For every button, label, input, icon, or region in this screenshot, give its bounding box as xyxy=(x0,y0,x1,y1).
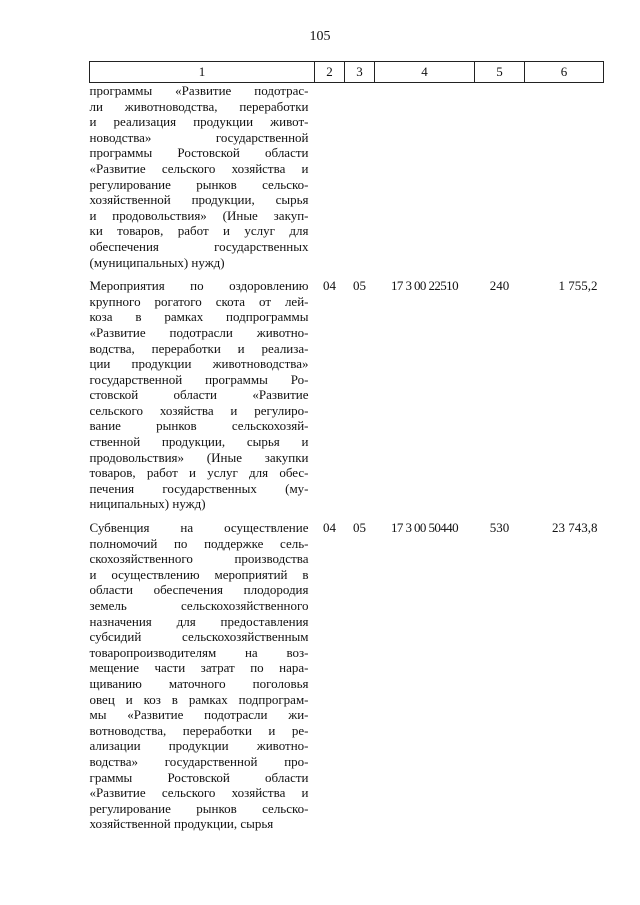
row-amount xyxy=(525,83,604,271)
table-row xyxy=(90,278,604,512)
column-header-6: 6 xyxy=(525,62,604,83)
row-section-code: 04 xyxy=(323,278,336,294)
row-subsection-code: 05 xyxy=(353,520,366,536)
row-amount: 1 755,2 xyxy=(558,278,598,294)
row-target-article xyxy=(375,83,475,271)
row-expense-type: 530 xyxy=(489,520,510,536)
column-header-1: 1 xyxy=(90,62,315,83)
row-section-code: 04 xyxy=(323,520,336,536)
row-description: программы «Развитие подотрас- ли животноводства, переработки и реализация продукции живот- новодства» государственной программы Ростовской области «Развитие сельского хозяйства и регулирование рынков сельско- хозяйственной продукции, сырья и продовольствия» (Иные закуп- ки товаров, работ и услуг для обеспечения государственных (муниципальных) нужд) xyxy=(89,83,309,270)
table-row xyxy=(90,520,604,832)
row-amount: 23 743,8 xyxy=(552,520,598,536)
row-description: Субвенция на осуществление полномочий по поддержке сель- скохозяйственного производства и осуществлению мероприятий в области обеспечения плодородия земель сельскохозяйственного назначения для предоставления субсидий сельскохозяйственным товаропроизводителям на воз- мещение части затрат по нара- щиванию маточного поголовья овец и коз в рамках подпрограм- мы «Развитие подотрасли жи- вотноводства, переработки и ре- ализации продукции животно- водства» государственной про- граммы Ростовской области «Развитие сельского хозяйства и регулирование рынков сельско- хозяйственной продукции, сырья xyxy=(89,520,309,832)
budget-table xyxy=(89,61,604,832)
column-header-3: 3 xyxy=(345,62,375,83)
column-header-4: 4 xyxy=(375,62,475,83)
table-header-row xyxy=(90,62,604,83)
column-header-5: 5 xyxy=(475,62,525,83)
column-header-2: 2 xyxy=(315,62,345,83)
page-number: 105 xyxy=(309,29,331,44)
row-subsection-code xyxy=(345,83,375,271)
row-expense-type xyxy=(475,83,525,271)
table-row xyxy=(90,83,604,271)
row-expense-type: 240 xyxy=(489,278,510,294)
row-description: Мероприятия по оздоровлению крупного рогатого скота от лей- коза в рамках подпрограммы «Развитие подотрасли животно- водства, переработки и реализа- ции продукции животноводства» государственной программы Ро- стовской области «Развитие сельского хозяйства и регулиро- вание рынков сельскохозяй- ственной продукции, сырья и продовольствия» (Иные закупки товаров, работ и услуг для обес- печения государственных (му- ниципальных) нужд) xyxy=(89,278,309,512)
row-target-article: 17 3 00 50440 xyxy=(391,520,458,536)
row-target-article: 17 3 00 22510 xyxy=(391,278,458,294)
row-section-code xyxy=(315,83,345,271)
row-subsection-code: 05 xyxy=(353,278,366,294)
